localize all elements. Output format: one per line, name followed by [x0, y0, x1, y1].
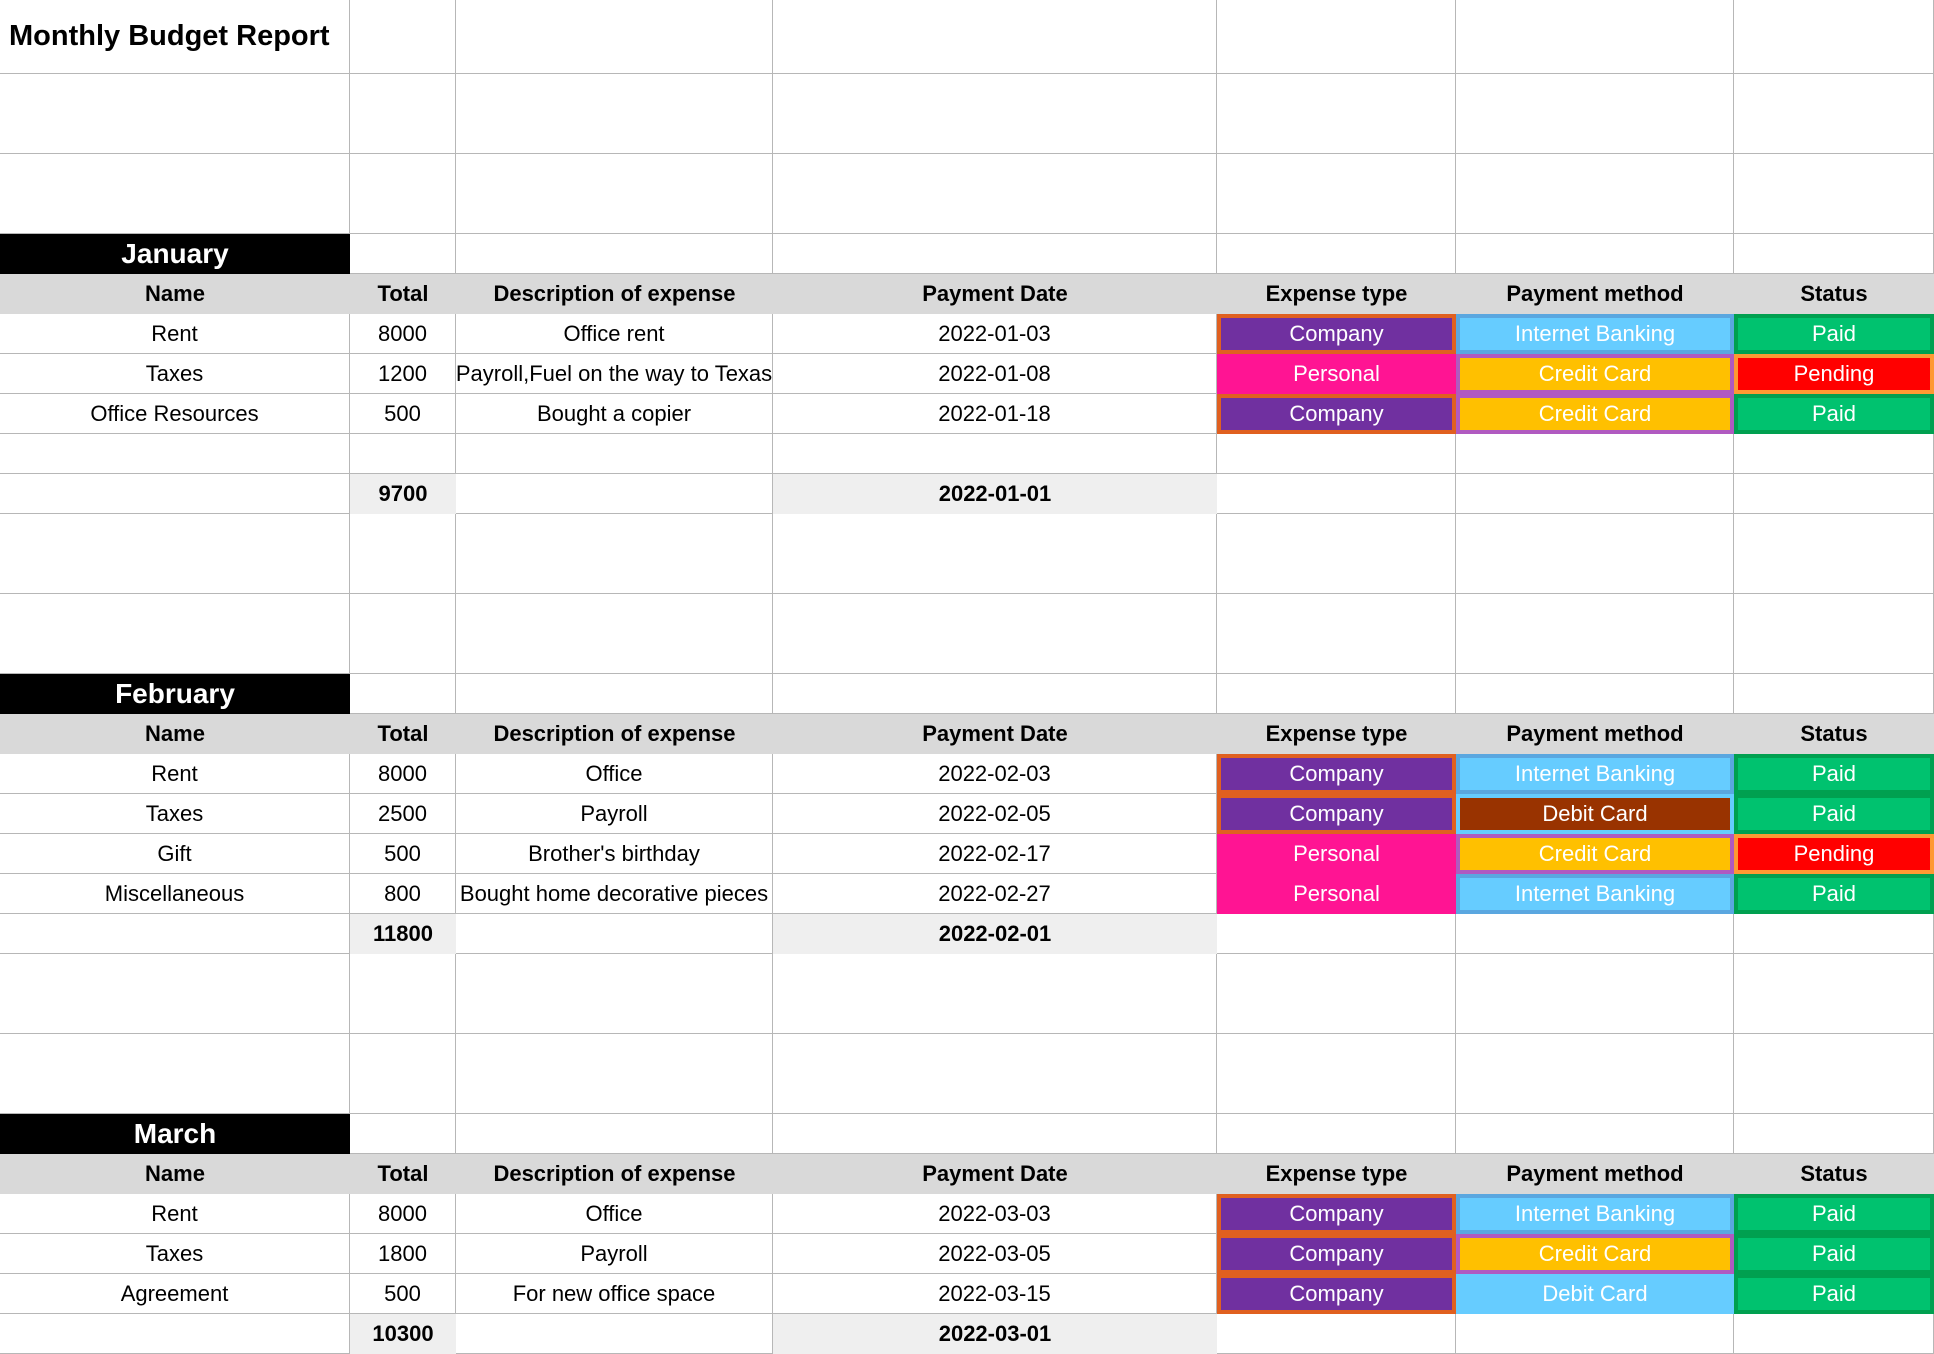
status-chip[interactable]: Paid	[1734, 1274, 1934, 1314]
empty-cell[interactable]	[0, 954, 350, 1034]
column-header-status[interactable]: Status	[1734, 714, 1934, 754]
total-cell[interactable]: 8000	[350, 314, 456, 354]
name-cell[interactable]: Taxes	[0, 794, 350, 834]
name-cell[interactable]: Rent	[0, 314, 350, 354]
empty-cell[interactable]	[456, 594, 773, 674]
column-header-description[interactable]: Description of expense	[456, 1154, 773, 1194]
empty-cell[interactable]	[0, 594, 350, 674]
empty-cell[interactable]	[350, 74, 456, 154]
empty-cell[interactable]	[773, 1114, 1217, 1154]
empty-cell[interactable]	[773, 674, 1217, 714]
table-row	[0, 314, 1934, 354]
empty-cell[interactable]	[773, 154, 1217, 234]
sum-date[interactable]: 2022-03-01	[773, 1314, 1217, 1354]
total-cell[interactable]: 8000	[350, 754, 456, 794]
expense-type-cell[interactable]	[1217, 434, 1456, 474]
total-row	[0, 914, 1934, 954]
empty-cell[interactable]	[1456, 0, 1734, 74]
column-header-expense-type[interactable]: Expense type	[1217, 714, 1456, 754]
title-row	[0, 0, 1934, 74]
column-header-row	[0, 714, 1934, 754]
expense-type-chip[interactable]: Company	[1217, 794, 1456, 834]
spacer-row	[0, 1034, 1934, 1114]
payment-method-chip[interactable]: Debit Card	[1456, 794, 1734, 834]
column-header-payment-date[interactable]: Payment Date	[773, 1154, 1217, 1194]
empty-cell[interactable]	[1217, 514, 1456, 594]
description-cell[interactable]: Office	[456, 754, 773, 794]
column-header-row	[0, 274, 1934, 314]
empty-cell[interactable]	[773, 514, 1217, 594]
empty-cell[interactable]	[1456, 474, 1734, 514]
payment-method-chip[interactable]: Credit Card	[1456, 354, 1734, 394]
empty-cell[interactable]	[1217, 674, 1456, 714]
payment-date-cell[interactable]: 2022-02-05	[773, 794, 1217, 834]
empty-cell[interactable]	[456, 74, 773, 154]
empty-cell[interactable]	[1734, 514, 1934, 594]
empty-cell[interactable]	[0, 514, 350, 594]
payment-method-chip[interactable]: Internet Banking	[1456, 314, 1734, 354]
column-header-expense-type[interactable]: Expense type	[1217, 274, 1456, 314]
total-cell[interactable]: 1800	[350, 1234, 456, 1274]
empty-cell[interactable]	[456, 1034, 773, 1114]
empty-cell[interactable]	[456, 154, 773, 234]
column-header-payment-method[interactable]: Payment method	[1456, 274, 1734, 314]
status-chip[interactable]: Paid	[1734, 1234, 1934, 1274]
payment-date-cell[interactable]: 2022-03-15	[773, 1274, 1217, 1314]
column-header-payment-method[interactable]: Payment method	[1456, 1154, 1734, 1194]
table-row	[0, 1274, 1934, 1314]
column-header-expense-type[interactable]: Expense type	[1217, 1154, 1456, 1194]
empty-cell[interactable]	[1217, 1314, 1456, 1354]
month-label[interactable]: January	[0, 234, 350, 274]
payment-date-cell[interactable]: 2022-02-03	[773, 754, 1217, 794]
empty-cell[interactable]	[1456, 674, 1734, 714]
column-header-total[interactable]: Total	[350, 1154, 456, 1194]
empty-cell[interactable]	[1734, 914, 1934, 954]
sum-total[interactable]: 10300	[350, 1314, 456, 1354]
empty-cell[interactable]	[773, 0, 1217, 74]
expense-type-chip[interactable]: Company	[1217, 1234, 1456, 1274]
payment-date-cell[interactable]: 2022-01-08	[773, 354, 1217, 394]
name-cell[interactable]: Office Resources	[0, 394, 350, 434]
empty-cell[interactable]	[1217, 0, 1456, 74]
payment-date-cell[interactable]: 2022-02-27	[773, 874, 1217, 914]
month-label[interactable]: February	[0, 674, 350, 714]
description-cell[interactable]: Payroll	[456, 1234, 773, 1274]
empty-cell[interactable]	[1734, 674, 1934, 714]
column-header-description[interactable]: Description of expense	[456, 274, 773, 314]
empty-cell[interactable]	[0, 474, 350, 514]
empty-cell[interactable]	[1734, 0, 1934, 74]
total-cell[interactable]: 2500	[350, 794, 456, 834]
name-cell[interactable]: Miscellaneous	[0, 874, 350, 914]
total-cell[interactable]	[350, 434, 456, 474]
empty-cell[interactable]	[0, 914, 350, 954]
status-cell[interactable]	[1734, 434, 1934, 474]
empty-cell[interactable]	[350, 154, 456, 234]
payment-method-chip[interactable]: Debit Card	[1456, 1274, 1734, 1314]
status-chip[interactable]: Paid	[1734, 754, 1934, 794]
description-cell[interactable]: Brother's birthday	[456, 834, 773, 874]
empty-cell[interactable]	[1456, 594, 1734, 674]
column-header-status[interactable]: Status	[1734, 274, 1934, 314]
sum-date[interactable]: 2022-01-01	[773, 474, 1217, 514]
name-cell[interactable]: Rent	[0, 754, 350, 794]
sum-date[interactable]: 2022-02-01	[773, 914, 1217, 954]
empty-cell[interactable]	[1734, 474, 1934, 514]
payment-date-cell[interactable]	[773, 434, 1217, 474]
empty-cell[interactable]	[1734, 1114, 1934, 1154]
expense-type-chip[interactable]: Company	[1217, 394, 1456, 434]
description-cell[interactable]: Bought a copier	[456, 394, 773, 434]
empty-cell[interactable]	[1217, 154, 1456, 234]
expense-type-chip[interactable]: Company	[1217, 754, 1456, 794]
empty-cell[interactable]	[1456, 514, 1734, 594]
empty-cell[interactable]	[350, 234, 456, 274]
expense-type-chip[interactable]: Company	[1217, 1194, 1456, 1234]
month-label[interactable]: March	[0, 1114, 350, 1154]
payment-method-chip[interactable]: Credit Card	[1456, 1234, 1734, 1274]
empty-cell[interactable]	[1456, 234, 1734, 274]
status-chip[interactable]: Paid	[1734, 394, 1934, 434]
empty-cell[interactable]	[1217, 1034, 1456, 1114]
column-header-name[interactable]: Name	[0, 714, 350, 754]
empty-cell[interactable]	[773, 1034, 1217, 1114]
empty-cell[interactable]	[0, 1034, 350, 1114]
status-chip[interactable]: Paid	[1734, 874, 1934, 914]
empty-cell[interactable]	[456, 1314, 773, 1354]
name-cell[interactable]: Taxes	[0, 1234, 350, 1274]
empty-cell[interactable]	[773, 594, 1217, 674]
total-cell[interactable]: 500	[350, 394, 456, 434]
empty-cell[interactable]	[350, 594, 456, 674]
status-chip[interactable]: Pending	[1734, 354, 1934, 394]
table-row	[0, 1194, 1934, 1234]
column-header-name[interactable]: Name	[0, 274, 350, 314]
expense-type-chip[interactable]: Personal	[1217, 834, 1456, 874]
empty-cell[interactable]	[1734, 594, 1934, 674]
empty-cell[interactable]	[1456, 1034, 1734, 1114]
empty-cell[interactable]	[0, 1314, 350, 1354]
empty-cell[interactable]	[0, 154, 350, 234]
empty-cell[interactable]	[456, 1114, 773, 1154]
column-header-payment-method[interactable]: Payment method	[1456, 714, 1734, 754]
name-cell[interactable]: Agreement	[0, 1274, 350, 1314]
empty-cell[interactable]	[1456, 154, 1734, 234]
table-row	[0, 874, 1934, 914]
empty-cell[interactable]	[350, 1034, 456, 1114]
expense-type-chip[interactable]: Personal	[1217, 874, 1456, 914]
expense-type-chip[interactable]: Company	[1217, 1274, 1456, 1314]
description-cell[interactable]: Office	[456, 1194, 773, 1234]
status-chip[interactable]: Paid	[1734, 1194, 1934, 1234]
empty-cell[interactable]	[1217, 594, 1456, 674]
name-cell[interactable]: Taxes	[0, 354, 350, 394]
total-cell[interactable]: 500	[350, 1274, 456, 1314]
description-cell[interactable]: Payroll	[456, 794, 773, 834]
total-cell[interactable]: 8000	[350, 1194, 456, 1234]
empty-cell[interactable]	[1217, 74, 1456, 154]
empty-cell[interactable]	[456, 914, 773, 954]
total-row	[0, 474, 1934, 514]
empty-cell[interactable]	[1734, 154, 1934, 234]
name-cell[interactable]	[0, 434, 350, 474]
column-header-status[interactable]: Status	[1734, 1154, 1934, 1194]
total-cell[interactable]: 1200	[350, 354, 456, 394]
description-cell[interactable]: Payroll,Fuel on the way to Texas	[456, 354, 773, 394]
empty-cell[interactable]	[1734, 1034, 1934, 1114]
column-header-payment-date[interactable]: Payment Date	[773, 274, 1217, 314]
month-row	[0, 234, 1934, 274]
expense-type-chip[interactable]: Personal	[1217, 354, 1456, 394]
status-chip[interactable]: Pending	[1734, 834, 1934, 874]
column-header-row	[0, 1154, 1934, 1194]
empty-cell[interactable]	[1217, 474, 1456, 514]
empty-cell[interactable]	[456, 674, 773, 714]
empty-cell[interactable]	[350, 1114, 456, 1154]
sum-total[interactable]: 9700	[350, 474, 456, 514]
status-chip[interactable]: Paid	[1734, 314, 1934, 354]
description-cell[interactable]: Office rent	[456, 314, 773, 354]
description-cell[interactable]: Bought home decorative pieces	[456, 874, 773, 914]
empty-cell[interactable]	[350, 514, 456, 594]
empty-cell[interactable]	[456, 0, 773, 74]
payment-method-chip[interactable]: Internet Banking	[1456, 874, 1734, 914]
table-row	[0, 794, 1934, 834]
empty-cell[interactable]	[0, 74, 350, 154]
month-row	[0, 674, 1934, 714]
description-cell[interactable]: For new office space	[456, 1274, 773, 1314]
empty-cell[interactable]	[1734, 74, 1934, 154]
empty-cell[interactable]	[1456, 74, 1734, 154]
column-header-total[interactable]: Total	[350, 714, 456, 754]
empty-cell[interactable]	[1217, 914, 1456, 954]
payment-date-cell[interactable]: 2022-03-05	[773, 1234, 1217, 1274]
empty-cell[interactable]	[773, 954, 1217, 1034]
spacer-row	[0, 154, 1934, 234]
payment-method-chip[interactable]: Internet Banking	[1456, 1194, 1734, 1234]
spacer-row	[0, 594, 1934, 674]
total-row	[0, 1314, 1934, 1354]
total-cell[interactable]: 500	[350, 834, 456, 874]
empty-cell[interactable]	[456, 234, 773, 274]
total-cell[interactable]: 800	[350, 874, 456, 914]
report-title[interactable]: Monthly Budget Report	[0, 0, 350, 74]
expense-type-chip[interactable]: Company	[1217, 314, 1456, 354]
column-header-name[interactable]: Name	[0, 1154, 350, 1194]
sum-total[interactable]: 11800	[350, 914, 456, 954]
column-header-payment-date[interactable]: Payment Date	[773, 714, 1217, 754]
empty-cell[interactable]	[1456, 1314, 1734, 1354]
table-row	[0, 394, 1934, 434]
table-row	[0, 834, 1934, 874]
empty-cell[interactable]	[1734, 1314, 1934, 1354]
empty-cell[interactable]	[350, 954, 456, 1034]
empty-cell[interactable]	[773, 234, 1217, 274]
payment-method-chip[interactable]: Internet Banking	[1456, 754, 1734, 794]
empty-cell[interactable]	[1734, 234, 1934, 274]
empty-cell[interactable]	[1456, 954, 1734, 1034]
empty-cell[interactable]	[1217, 954, 1456, 1034]
payment-date-cell[interactable]: 2022-01-18	[773, 394, 1217, 434]
empty-cell[interactable]	[1456, 914, 1734, 954]
spacer-row	[0, 954, 1934, 1034]
empty-cell[interactable]	[1217, 234, 1456, 274]
column-header-description[interactable]: Description of expense	[456, 714, 773, 754]
month-row	[0, 1114, 1934, 1154]
payment-method-chip[interactable]: Credit Card	[1456, 834, 1734, 874]
name-cell[interactable]: Gift	[0, 834, 350, 874]
payment-date-cell[interactable]: 2022-02-17	[773, 834, 1217, 874]
table-row	[0, 354, 1934, 394]
empty-cell[interactable]	[350, 674, 456, 714]
empty-cell[interactable]	[773, 74, 1217, 154]
empty-cell[interactable]	[1456, 1114, 1734, 1154]
spacer-row	[0, 514, 1934, 594]
payment-method-cell[interactable]	[1456, 434, 1734, 474]
table-row	[0, 434, 1934, 474]
column-header-total[interactable]: Total	[350, 274, 456, 314]
payment-date-cell[interactable]: 2022-01-03	[773, 314, 1217, 354]
empty-cell[interactable]	[456, 514, 773, 594]
payment-date-cell[interactable]: 2022-03-03	[773, 1194, 1217, 1234]
table-row	[0, 1234, 1934, 1274]
empty-cell[interactable]	[1217, 1114, 1456, 1154]
payment-method-chip[interactable]: Credit Card	[1456, 394, 1734, 434]
empty-cell[interactable]	[456, 474, 773, 514]
empty-cell[interactable]	[456, 954, 773, 1034]
spacer-row	[0, 74, 1934, 154]
table-row	[0, 754, 1934, 794]
status-chip[interactable]: Paid	[1734, 794, 1934, 834]
description-cell[interactable]	[456, 434, 773, 474]
empty-cell[interactable]	[1734, 954, 1934, 1034]
empty-cell[interactable]	[350, 0, 456, 74]
name-cell[interactable]: Rent	[0, 1194, 350, 1234]
